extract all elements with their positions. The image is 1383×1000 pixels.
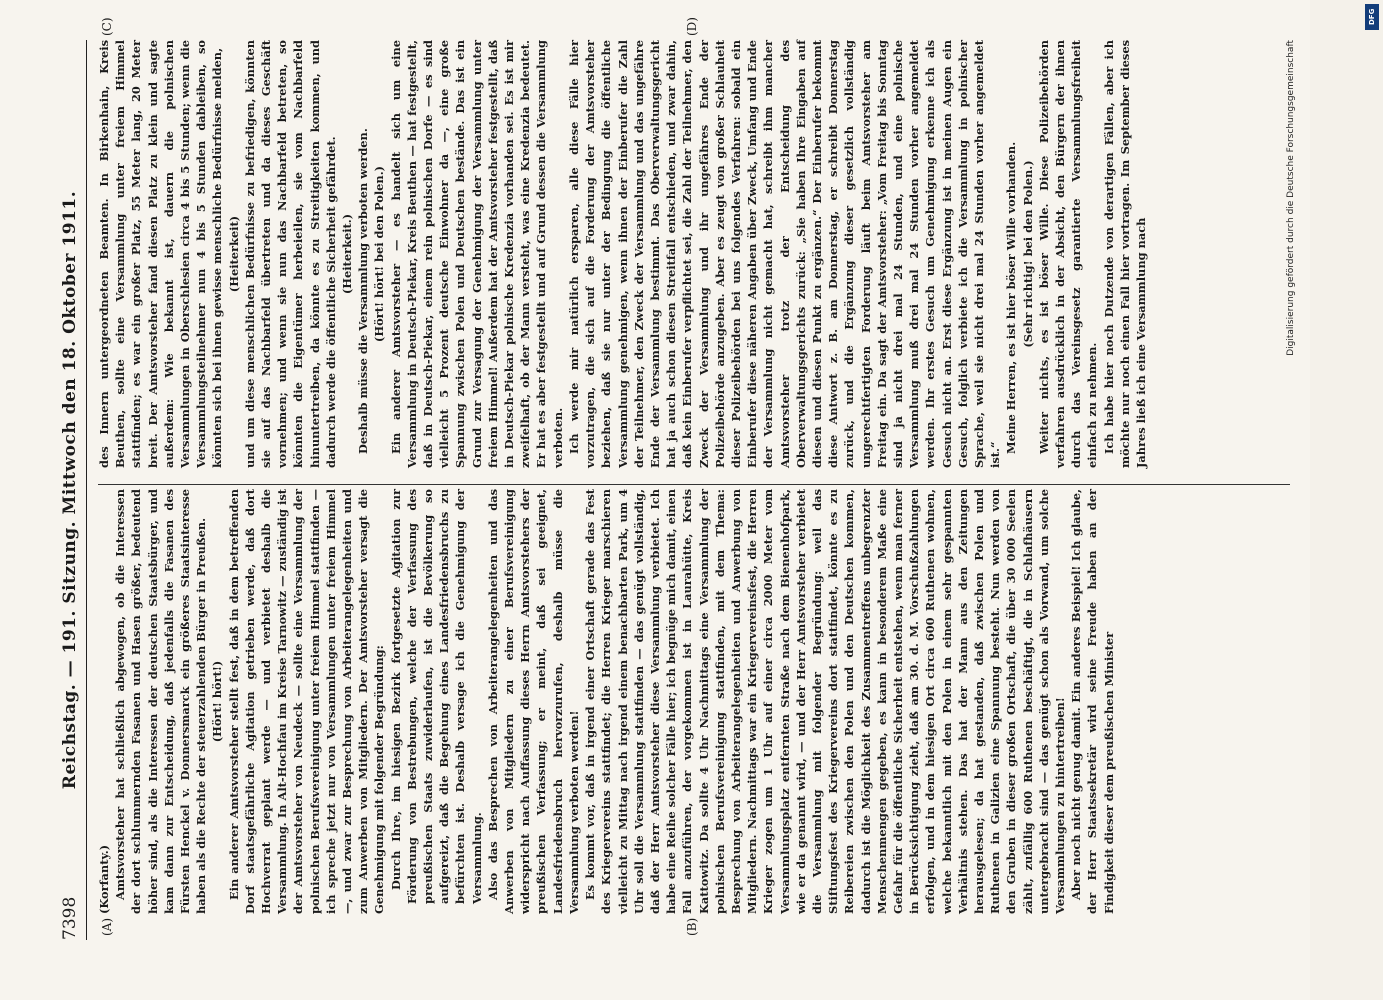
paragraph: und um diese menschlichen Bedürfnisse zu befriedigen, könnten sie auf das Nachbarfeld übertreten und da dieses Geschäft vornehmen; und wenn sie nun das Nachbarfeld betreten, so könnten die Eigentümer herbeieilen, sie vom Nachbarfeld hinuntertreiben, da könnte es zu Streitigkeiten kommen, und dadurch werde die öffentliche Sicherheit gefährdet.: [242, 40, 338, 468]
page-header: [56, 40, 87, 940]
paragraph: Ich habe hier noch Dutzende von derartigen Fällen, aber ich möchte nur noch einen Fall hier vortragen. Im September dieses Jahres ließ ich eine Versammlung nach: [1101, 40, 1148, 468]
margin-mark-a: (A): [100, 917, 114, 936]
margin-mark-c: (C): [100, 17, 114, 36]
page-number: 7398: [60, 896, 80, 940]
paragraph: Ein anderer Amtsvorsteher stellt fest, daß in dem betreffenden Dorf staatsgefährliche Agitation getrieben werde, daß dort Hochverrat geplant werde — und verbietet deshalb die Versammlung. In Alt-Hochfau im Kreise Tarnowitz — zuständig ist der Amtsvorsteher von Neudeck — sollte eine Versammlung der polnischen Berufsvereinigung unter freiem Himmel stattfinden — ich spreche jetzt nur von Versammlungen unter freiem Himmel —, und zwar zur Besprechung von Arbeiterangelegenheiten und zum Anwerben von Mitgliedern. Der Amtsvorsteher versagt die Genehmigung mit folgender Begründung:: [226, 489, 387, 914]
paragraph: Ich werde mir natürlich ersparen, alle diese Fälle hier vorzutragen, die sich auf die Forderung der Amtsvorsteher beziehen, daß sie nur unter der Bedingung die öffentliche Versammlung genehmigen, wenn ihnen der Einberufer die Zahl der Teilnehmer, den Zweck der Versammlung und das ungefähre Ende der Versammlung bestimmt. Das Oberverwaltungsgericht hat ja auch schon diesen Streitfall entschieden, und zwar dahin, daß kein Einberufer verpflichtet sei, die Zahl der Teilnehmer, den Zweck der Versammlung und ihr ungefähres Ende der Polizeibehörde anzugeben. Aber es zeugt von großer Schlauheit dieser Polizeibehörden bei uns folgendes Verfahren: sobald ein Einberufer diese näheren Angaben über Zweck, Umfang und Ende der Versammlung nicht gemacht hat, schreibt ihm mancher Amtsvorsteher trotz der Entscheidung des Oberverwaltungsgerichts zurück: „Sie haben Ihre Eingaben auf diesen und diesen Punkt zu ergänzen.“ Der Einberufer bekommt diese Antwort z. B. am Donnerstag, er schreibt Donnerstag zurück, und die Ergänzung dieser gesetzlich vollständig ungerechtfertigten Forderung läuft beim Amtsvorsteher am Freitag ein. Da sagt der Amtsvorsteher: „Vom Freitag bis Sonntag sind ja nicht drei mal 24 Stunden, und eine polnische Versammlung muß drei mal 24 Stunden vorher angemeldet werden. Ihr erstes Gesuch um Genehmigung erkenne ich als Gesuch nicht an. Erst diese Ergänzung ist in meinen Augen ein Gesuch, folglich verbiete ich die Versammlung in polnischer Sprache, weil sie nicht drei mal 24 Stunden vorher angemeldet ist.“: [566, 40, 1003, 468]
paragraph: Deshalb müsse die Versammlung verboten werden.: [356, 128, 371, 454]
page-title: Reichstag. — 191. Sitzung. Mittwoch den 18. Oktober 1911.: [60, 190, 80, 790]
paragraph: Weiter nichts, es ist böser Wille. Diese Polizeibehörden verfahren ausdrücklich in der Absicht, den Bürgern der ihnen durch das Vereinsgesetz garantierte Versammlungsfreiheit einfach zu nehmen.: [1036, 40, 1100, 468]
interjection: (Hört! hört!): [210, 660, 225, 743]
paragraph: Es kommt vor, daß in irgend einer Ortschaft gerade das Fest des Kriegervereins stattfindet; die Herren Krieger marschieren vielleicht zu Mittag nach irgend einem benachbarten Park, um 4 Uhr soll die Versammlung stattfinden — das genügt vollständig, daß der Herr Amtsvorsteher diese Versammlung verbietet. Ich habe eine Reihe solcher Fälle hier; ich begnüge mich damit, einen Fall anzuführen, der vorgekommen ist in Laurahütte, Kreis Kattowitz. Da sollte 4 Uhr Nachmittags eine Versammlung der polnischen Berufsvereinigung stattfinden, mit dem Thema: Besprechung von Arbeiterangelegenheiten und Anwerbung von Mitgliedern. Nachmittags war ein Kriegervereinsfest, die Herren Krieger zogen um 1 Uhr auf einer circa 2000 Meter vom Versammlungsplatz entfernten Straße nach dem Bienenhofpark, wie er da genannt wird, — und der Herr Amtsvorsteher verbietet die Versammlung mit folgender Begründung: weil das Stiftungsfest des Kriegervereins dort stattfindet, könnte es zu Reibereien zwischen den Polen und den Deutschen kommen, dadurch ist die Möglichkeit des Zusammentreffens unbegrenzter Menschenmengen gegeben, es kann in besonderem Maße eine Gefahr für die öffentliche Sicherheit entstehen, wenn man ferner in Berücksichtigung zieht, daß am 30. d. M. Vorschußzahlungen erfolgen, und in dem hiesigen Ort circa 600 Ruthenen wohnen, welche bekanntlich mit den Polen in einem sehr gespannten Verhältnis stehen. Das hat der Mann aus den Zeitungen herausgelesen; da hat gestanden, daß zwischen Polen und Ruthenen in Galizien eine Spannung besteht. Nun werden von den Gruben in dieser großen Ortschaft, die über 30 000 Seelen zählt, zufällig 600 Ruthenen beschäftigt, die in Schlafhäusern untergebracht sind — das genügt schon als Vorwand, um solche Versammlungen zu hintertreiben!: [583, 489, 1067, 914]
funding-note: Digitalisierung gefördert durch die Deutsche Forschungsgemeinschaft: [1286, 40, 1296, 356]
speaker-label: (Korfanty.): [97, 844, 111, 914]
margin-mark-b: (B): [685, 917, 699, 936]
quotation: Durch Ihre, im hiesigen Bezirk fortgesetzte Agitation zur Förderung von Bestrebungen, welche der Verfassung des preußischen Staats zuwiderlaufen, ist die Bevölkerung so aufgereizt, daß die Begehung eines Landesfriedensbruchs zu befürchten ist. Deshalb versage ich die Genehmigung der Versammlung.: [388, 489, 484, 904]
paragraph: Aber noch nicht genug damit. Ein anderes Beispiel! Ich glaube, der Herr Staatssekretär wird seine Freude haben an der Findigkeit dieser dem preußischen Minister: [1069, 489, 1116, 914]
interjection: (Hört! hört! bei den Polen.): [372, 165, 387, 343]
paragraph: Meine Herren, es ist hier böser Wille vorhanden.: [1004, 141, 1019, 454]
paragraph: des Innern untergeordneten Beamten. In Birkenhain, Kreis Beuthen, sollte eine Versammlung unter freiem Himmel stattfinden; es war ein großer Platz, 55 Meter lang, 20 Meter breit. Der Amtsvorsteher fand diesen Platz zu klein und sagte außerdem: Wie bekannt ist, dauern die polnischen Versammlungen in Oberschlesien circa 4 bis 5 Stunden; wenn die Versammlungsteilnehmer nun 4 bis 5 Stunden dableiben, so könnten sich bei ihnen gewisse menschliche Bedürfnisse melden,: [97, 40, 225, 468]
dfg-logo: DFG: [1365, 4, 1379, 30]
right-column: [96, 40, 1149, 468]
interjection: (Heiterkeit.): [340, 213, 355, 295]
paragraph: Also das Besprechen von Arbeiterangelegenheiten und das Anwerben von Mitgliedern zu einer Berufsvereinigung widerspricht nach Auffassung dieses Herrn Amtsvorstehers der preußischen Verfassung; er meint, daß sei geeignet, Landesfriedensbruch hervorzurufen, deshalb müsse die Versammlung verboten werden!: [485, 489, 581, 914]
column-divider: [98, 484, 1290, 485]
paragraph: Amtsvorsteher hat schließlich abgewogen, ob die Interessen der dort schlummernden Fasanen und Hasen größer, bedeutend höher sind, als die Interessen der deutschen Staatsbürger, und kam dann zur Entscheidung, daß jedenfalls die Fasanen des Fürsten Henckel v. Donnersmarck ein größeres Staatsinteresse haben als die Rechte der steuerzahlenden Bürger in Preußen.: [113, 489, 209, 914]
left-column: [96, 489, 1117, 914]
margin-mark-d: (D): [685, 17, 699, 36]
interjection: (Heiterkeit): [226, 215, 241, 293]
paragraph: Ein anderer Amtsvorsteher — es handelt sich um eine Versammlung in Deutsch-Piekar, Kreis Beuthen — hat festgestellt, daß in Deutsch-Piekar, einem rein polnischen Dorfe — es sind vielleicht 5 Prozent deutsche Einwohner da —, eine große Spannung zwischen Polen und Deutschen bestände. Das ist ein Grund zur Versagung der Genehmigung der Versammlung unter freiem Himmel! Außerdem hat der Amtsvorsteher festgestellt, daß in Deutsch-Piekar polnische Kredenzia vorhanden sei. Es ist mir zweifelhaft, ob der Mann versteht, was eine Kredenzia bedeutet. Er hat es aber festgestellt und auf Grund dessen die Versammlung verboten.: [388, 40, 565, 468]
interjection: (Sehr richtig! bei den Polen.): [1020, 160, 1035, 348]
